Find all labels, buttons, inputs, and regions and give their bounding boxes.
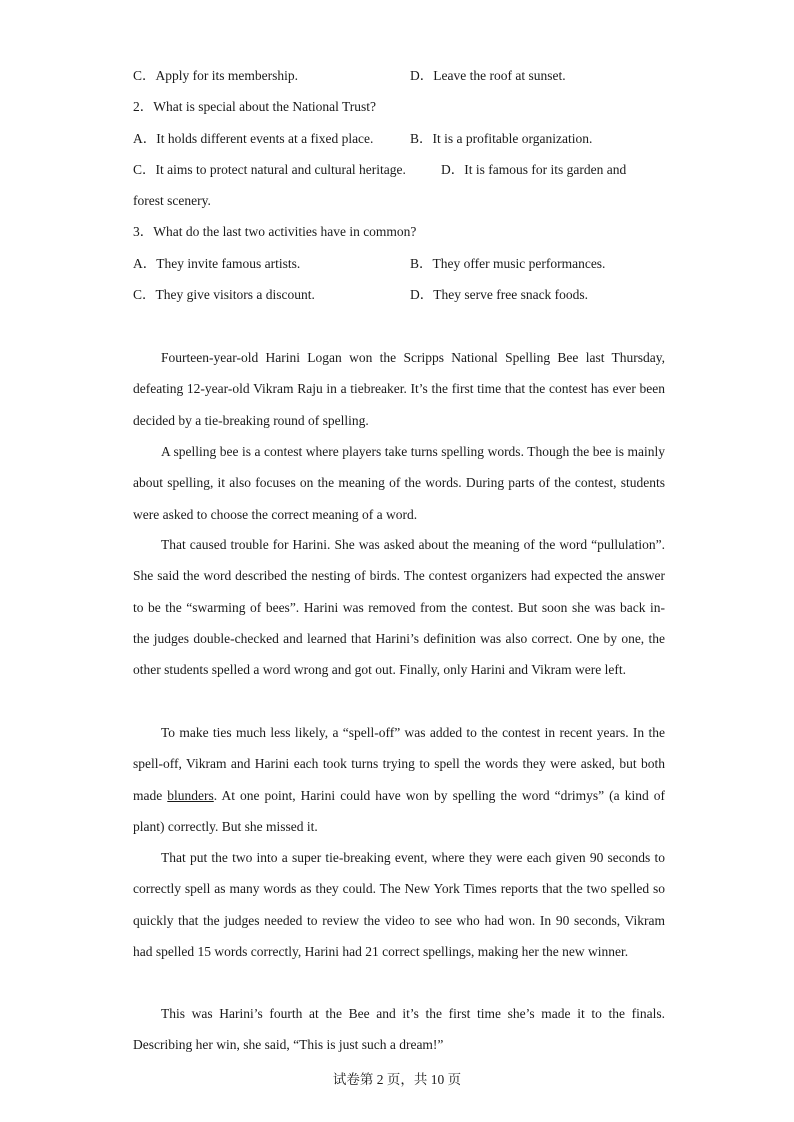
passage-paragraph-4 xyxy=(133,717,665,842)
q3-option-b: B．They offer music performances. xyxy=(410,256,606,271)
passage-paragraph-3: That caused trouble for Harini. She was asked about the meaning of the word “pullulation”. She said the word described the nesting of birds. The contest organizers had expected the answer to be the “swarming of bees”. Harini was removed from the contest. But soon she was back in- the judges double-checked and learned that Harini’s definition was also correct. One by one, the other students spelled a word wrong and got out. Finally, only Harini and Vikram were left. xyxy=(133,537,665,678)
page-footer: 试卷第 2 页，共 10 页 xyxy=(332,1072,462,1087)
q3-option-a: A．They invite famous artists. xyxy=(133,256,301,271)
passage-paragraph-6: This was Harini’s fourth at the Bee and it’s the first time she’s made it to the finals. Describing her win, she said, “This is just such a dream!” xyxy=(133,1006,665,1053)
q2-option-a: A．It holds different events at a fixed place. xyxy=(133,131,374,146)
q3-option-d: D．They serve free snack foods. xyxy=(410,287,589,302)
q2-option-d: D．It is famous for its garden and xyxy=(441,162,627,177)
q3-stem: 3．What do the last two activities have in common? xyxy=(133,224,417,239)
q3-option-c: C．They give visitors a discount. xyxy=(133,287,315,302)
q2-option-d-continued: forest scenery. xyxy=(133,193,211,208)
passage-paragraph-2: A spelling bee is a contest where players take turns spelling words. Though the bee is mainly about spelling, it also focuses on the meaning of the words. During parts of the contest, students were asked to choose the correct meaning of a word. xyxy=(133,444,665,522)
passage-paragraph-4-end: . At one point, Harini could have won by spelling the word “drimys” (a kind of plant) correctly. But she missed it. xyxy=(133,787,665,834)
passage-paragraph-5: That put the two into a super tie-breaking event, where they were each given 90 seconds to correctly spell as many words as they could. The New York Times reports that the two spelled so quickly that the judges needed to review the video to see who had won. In 90 seconds, Vikram had spelled 15 words correctly, Harini had 21 correct spellings, making her the new winner. xyxy=(133,850,665,959)
q2-option-c: C．It aims to protect natural and cultural heritage. xyxy=(133,162,406,177)
q2-stem: 2．What is special about the National Trust? xyxy=(133,99,376,114)
underlined-word-blunders: blunders xyxy=(167,787,214,803)
q1-option-c: C．Apply for its membership. xyxy=(133,68,298,83)
passage-paragraph-4-start: To make ties much less likely, a “spell-off” was added to the contest in recent years. In the spell-off, Vikram and Harini each took turns trying to spell the words they were asked, but both made xyxy=(133,725,665,803)
q1-option-d: D．Leave the roof at sunset. xyxy=(410,68,566,83)
passage-paragraph-1: Fourteen-year-old Harini Logan won the Scripps National Spelling Bee last Thursday, defeating 12-year-old Vikram Raju in a tiebreaker. It’s the first time that the contest has ever been decided by a tie-breaking round of spelling. xyxy=(133,350,665,428)
q2-option-b: B．It is a profitable organization. xyxy=(410,131,593,146)
